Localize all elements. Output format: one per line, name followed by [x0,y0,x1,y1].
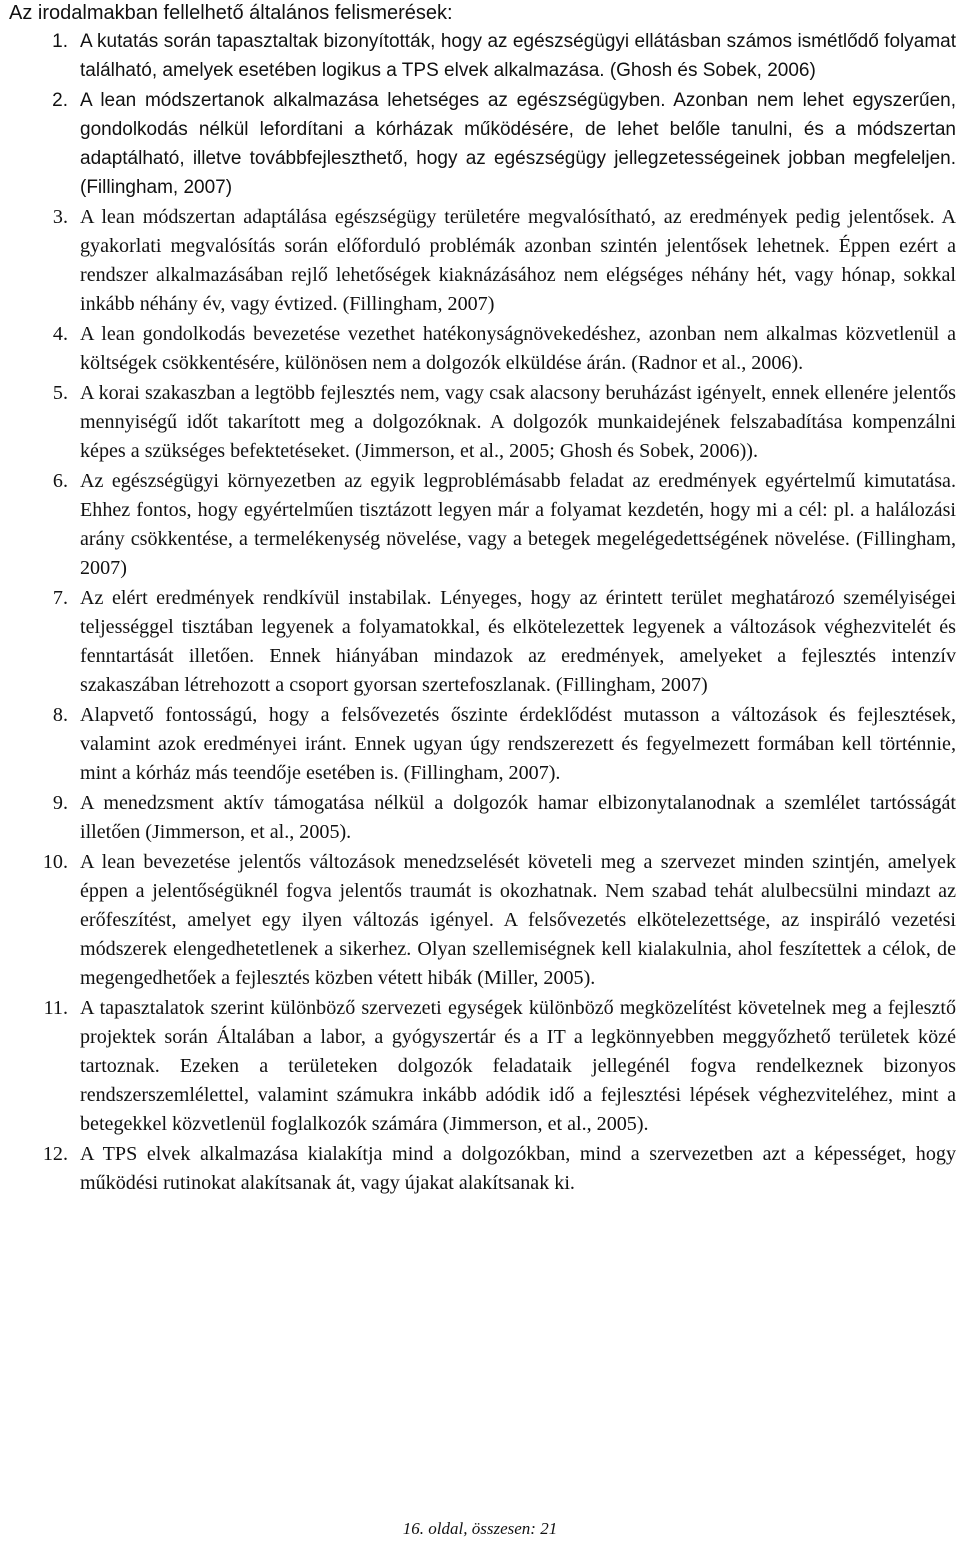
page-footer: 16. oldal, összesen: 21 [402,1519,558,1538]
list-item-text: A korai szakaszban a legtöbb fejlesztés nem, vagy csak alacsony beruházást igényelt, ennek ellenére jelentős mennyiségű időt takarított meg a dolgozóknak. A dolgozók munkaidejének felszabadítása kompenzálni képes a szükséges befektetéseket. (Jimmerson, et al., 2005; Ghosh és Sobek, 2006)). [80,382,956,462]
list-item [0,848,960,993]
list-item-text: Az egészségügyi környezetben az egyik legproblémásabb feladat az eredmények egyértelmű kimutatása. Ehhez fontos, hogy egyértelműen tisztázott legyen már a folyamat kezdetén, hogy mi a cél: pl. a halálozási arány csökkentése, a termelékenység növelése, vagy a betegek megelégedettségének növelése. (Fillingham, 2007) [80,470,956,579]
list-item [0,789,960,847]
list-item [0,320,960,378]
list-item-number: 10. [42,851,68,873]
list-item-text: A menedzsment aktív támogatása nélkül a dolgozók hamar elbizonytalanodnak a szemlélet tartósságát illetően (Jimmerson, et al., 2005). [80,792,956,843]
findings-list [0,27,960,1198]
list-item-number: 8. [52,704,68,726]
list-item-text: A kutatás során tapasztaltak bizonyították, hogy az egészségügyi ellátásban számos ismétlődő folyamat található, amelyek esetében logikus a TPS elvek alkalmazása. (Ghosh és Sobek, 2006) [80,31,956,81]
page-heading: Az irodalmakban fellelhető általános felismerések: [9,2,453,24]
list-item-number: 12. [42,1143,68,1165]
list-item [0,701,960,788]
list-item [0,1140,960,1198]
list-item [0,584,960,700]
list-item-number: 5. [52,382,68,404]
list-item [0,379,960,466]
list-item-number: 1. [52,31,68,52]
list-item-text: A lean gondolkodás bevezetése vezethet hatékonyságnövekedéshez, azonban nem alkalmas közvetlenül a költségek csökkentésére, különösen nem a dolgozók elküldése árán. (Radnor et al., 2006). [80,323,956,374]
list-item-number: 3. [52,206,68,228]
list-item-number: 9. [52,792,68,814]
list-item-number: 11. [43,997,68,1019]
list-item [0,994,960,1139]
list-item [0,467,960,583]
list-item-text: A lean bevezetése jelentős változások menedzselését követeli meg a szervezet minden szintjén, amelyek éppen a jelentőségüknél fogva jelentős traumát is okozhatnak. Nem szabad tehát alulbecsülni mindazt az erőfeszítést, amelyet egy ilyen változás igényel. A felsővezetés elkötelezettsége, az inspiráló vezetési módszerek elengedhetetlenek a sikerhez. Olyan szellemiségnek kell kialakulnia, ahol feszítettek a célok, de megengedhetőek a fejlesztés közben vétett hibák (Miller, 2005). [80,851,956,989]
list-item-number: 4. [52,323,68,345]
list-item-number: 2. [52,90,68,111]
list-item-number: 6. [52,470,68,492]
list-item-text: Az elért eredmények rendkívül instabilak. Lényeges, hogy az érintett terület meghatározó személyiségei teljességgel tisztában legyenek a folyamatokkal, és elkötelezettek legyenek a változások véghezvitelét és fenntartását illetően. Ennek hiányában mindazok az eredmények, amelyeket a fejlesztés intenzív szakaszában létrehozott a csoport gyorsan szertefoszlanak. (Fillingham, 2007) [80,587,956,696]
list-item-text: A tapasztalatok szerint különböző szervezeti egységek különböző megközelítést követelnek meg a fejlesztő projektek során Általában a labor, a gyógyszertár és a IT a legkönnyebben meggyőzhető területek közé tartoznak. Ezeken a területeken dolgozók feladataik jellegénél fogva rendelkeznek bizonyos rendszerszemlélettel, valamint számukra inkább adódik idő a fejlesztési lépések véghezviteléhez, mint a betegekkel közvetlenül foglalkozók számára (Jimmerson, et al., 2005). [80,997,956,1135]
list-item-text: A TPS elvek alkalmazása kialakítja mind a dolgozókban, mind a szervezetben azt a képességet, hogy működési rutinokat alakítsanak át, vagy újakat alakítsanak ki. [80,1143,956,1194]
list-item-text: Alapvető fontosságú, hogy a felsővezetés őszinte érdeklődést mutasson a változások és fejlesztések, valamint azok eredményei iránt. Ennek ugyan úgy rendszerezett és fegyelmezett formában kell történnie, mint a kórház más teendője esetében is. (Fillingham, 2007). [80,704,956,784]
list-item [0,27,960,85]
list-item-text: A lean módszertan adaptálása egészségügy területére megvalósítható, az eredmények pedig jelentősek. A gyakorlati megvalósítás során előforduló problémák azonban szintén jelentősek lehetnek. Éppen ezért a rendszer alkalmazásában rejlő lehetőségek kiaknázásához nem elégséges néhány hét, vagy hónap, sokkal inkább néhány év, vagy évtized. (Fillingham, 2007) [80,206,956,315]
list-item-number: 7. [52,587,68,609]
list-item-text: A lean módszertanok alkalmazása lehetséges az egészségügyben. Azonban nem lehet egyszerűen, gondolkodás nélkül lefordítani a kórházak működésére, de lehet belőle tanulni, és a módszertan adaptálható, illetve továbbfejleszthető, hogy az egészségügy jellegzetességeinek jobban megfeleljen. (Fillingham, 2007) [80,90,956,198]
list-item [0,203,960,319]
list-item [0,86,960,202]
